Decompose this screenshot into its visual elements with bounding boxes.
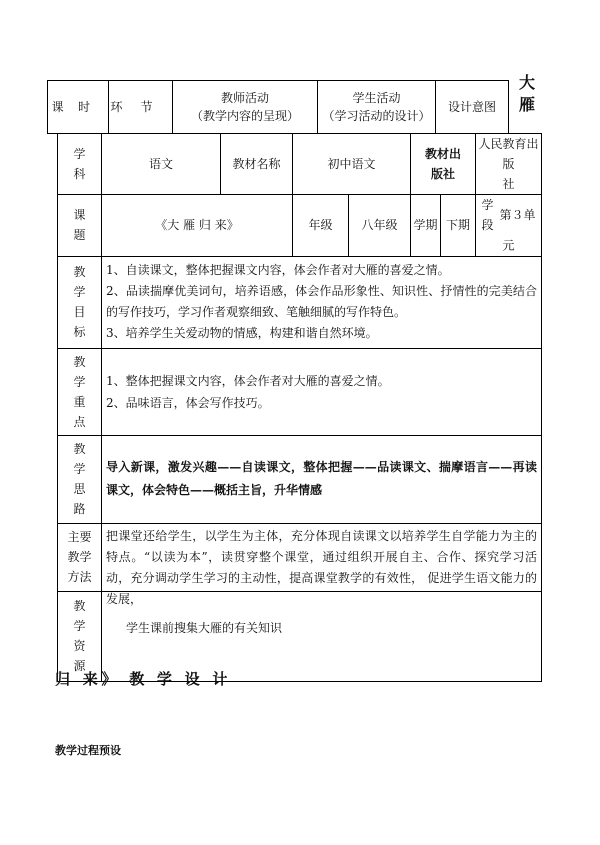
textbook-label: 教材名称 [221, 134, 293, 195]
approach-label-char-1: 教 [73, 442, 86, 456]
topic-value: 《大 雁 归 来》 [102, 195, 293, 257]
publisher-label [411, 134, 476, 195]
header-lesson [48, 81, 109, 134]
publisher-value-line-1: 人民教育出版 [478, 137, 539, 171]
keypoints-label-char-4: 点 [73, 414, 86, 429]
header-design-text: 设计意图 [447, 100, 496, 114]
subject-label-char-1: 学 [73, 147, 86, 161]
side-title [516, 72, 538, 116]
methods-label [58, 523, 102, 591]
term-value-text: 下期 [446, 218, 471, 233]
goals-label-char-2: 学 [73, 285, 86, 299]
header-student-line1: 学生活动 [352, 91, 401, 105]
header-student-line2: （学习活动的设计） [322, 109, 431, 123]
lesson-info-table [57, 133, 542, 682]
term-value [441, 195, 476, 257]
header-teacher-line2: （教学内容的呈现） [190, 109, 299, 123]
goals-content [102, 256, 542, 348]
publisher-label-line-2: 版社 [431, 167, 456, 181]
textbook-value: 初中语文 [293, 134, 411, 195]
subject-label [58, 134, 102, 195]
resources-label-char-2: 学 [73, 619, 86, 633]
stage-value: 第３单元 [499, 208, 536, 253]
teaching-process-heading: 教学过程预设 [55, 744, 121, 757]
keypoints-content [102, 348, 542, 435]
stage-label-char-2: 段 [481, 218, 494, 232]
goals-label-char-1: 教 [73, 265, 86, 279]
keypoint-item-2: 2、品味语言，体会写作技巧。 [106, 395, 270, 410]
methods-label-line-3: 方法 [67, 570, 92, 584]
header-design-intent [436, 81, 509, 134]
header-teacher-line1: 教师活动 [220, 91, 269, 105]
subject-value: 语文 [102, 134, 221, 195]
resources-text: 学生课前搜集大雁的有关知识 [126, 621, 283, 635]
grade-label: 年级 [293, 195, 349, 257]
stage-label [482, 195, 494, 235]
goals-label-char-3: 目 [73, 305, 86, 319]
stage-cell [476, 195, 542, 257]
approach-label-char-3: 思 [73, 482, 86, 496]
header-lesson-text: 课时 [51, 100, 105, 114]
side-title-char-2: 雁 [518, 95, 535, 114]
publisher-label-line-1: 教材出 [425, 147, 462, 161]
keypoints-label-char-1: 教 [73, 354, 86, 369]
resources-label-char-3: 资 [73, 639, 86, 653]
topic-label-char-2: 题 [73, 228, 86, 243]
goal-item-2: 2、品读揣摩优美词句，培养语感，体会作品形象性、知识性、抒情性的完美结合的写作技巧，学习作者观察细致、笔触细腻的写作特色。 [106, 284, 538, 319]
keypoint-item-1: 1、整体把握课文内容，体会作者对大雁的喜爱之情。 [106, 373, 390, 388]
term-label: 学期 [411, 195, 441, 257]
approach-label [58, 435, 102, 523]
header-step-text: 环节 [110, 100, 171, 114]
keypoints-label [58, 348, 102, 435]
activity-header-table [47, 80, 509, 134]
goals-label-char-4: 标 [73, 325, 86, 339]
resources-label-char-1: 教 [73, 599, 86, 613]
approach-content: 导入新课，激发兴趣——自读课文，整体把握——品读课文、揣摩语言——再读课文，体会特色——概括主旨，升华情感 [102, 435, 542, 523]
side-title-char-1: 大 [518, 73, 535, 92]
methods-content [102, 523, 542, 606]
grade-value: 八年级 [349, 195, 411, 257]
publisher-value-line-2: 社 [502, 177, 515, 191]
goals-label [58, 256, 102, 348]
methods-text: 把课堂还给学生，以学生为主体，充分体现自读课文以培养学生自学能力为主的特点。“以读为本”，读贯穿整个课堂，通过组织开展自主、合作、探究学习活动，充分调动学生学习的主动性，提高课堂教学的有效性， 促进学生语文能力的发展， [106, 528, 538, 606]
goal-item-1: 1、自读课文，整体把握课文内容，体会作者对大雁的喜爱之情。 [106, 263, 450, 277]
header-student-activity [318, 81, 436, 134]
methods-label-line-1: 主要 [67, 530, 92, 544]
keypoints-label-char-3: 重 [73, 394, 86, 409]
approach-label-char-2: 学 [73, 462, 86, 476]
publisher-value [476, 134, 542, 195]
resources-label-char-4: 源 [73, 659, 86, 673]
goal-item-3: 3、培养学生关爱动物的情感，构建和谐自然环境。 [106, 326, 378, 340]
approach-label-char-4: 路 [73, 502, 86, 516]
topic-label [58, 195, 102, 257]
topic-label-char-1: 课 [73, 208, 86, 223]
header-teacher-activity [173, 81, 318, 134]
header-step [109, 81, 173, 134]
methods-label-line-2: 教学 [67, 550, 92, 564]
lesson-design-subtitle: 归 来》 教 学 设 计 [55, 670, 232, 688]
stage-label-char-1: 学 [481, 198, 494, 212]
keypoints-label-char-2: 学 [73, 374, 86, 389]
subject-label-char-2: 科 [73, 167, 86, 181]
